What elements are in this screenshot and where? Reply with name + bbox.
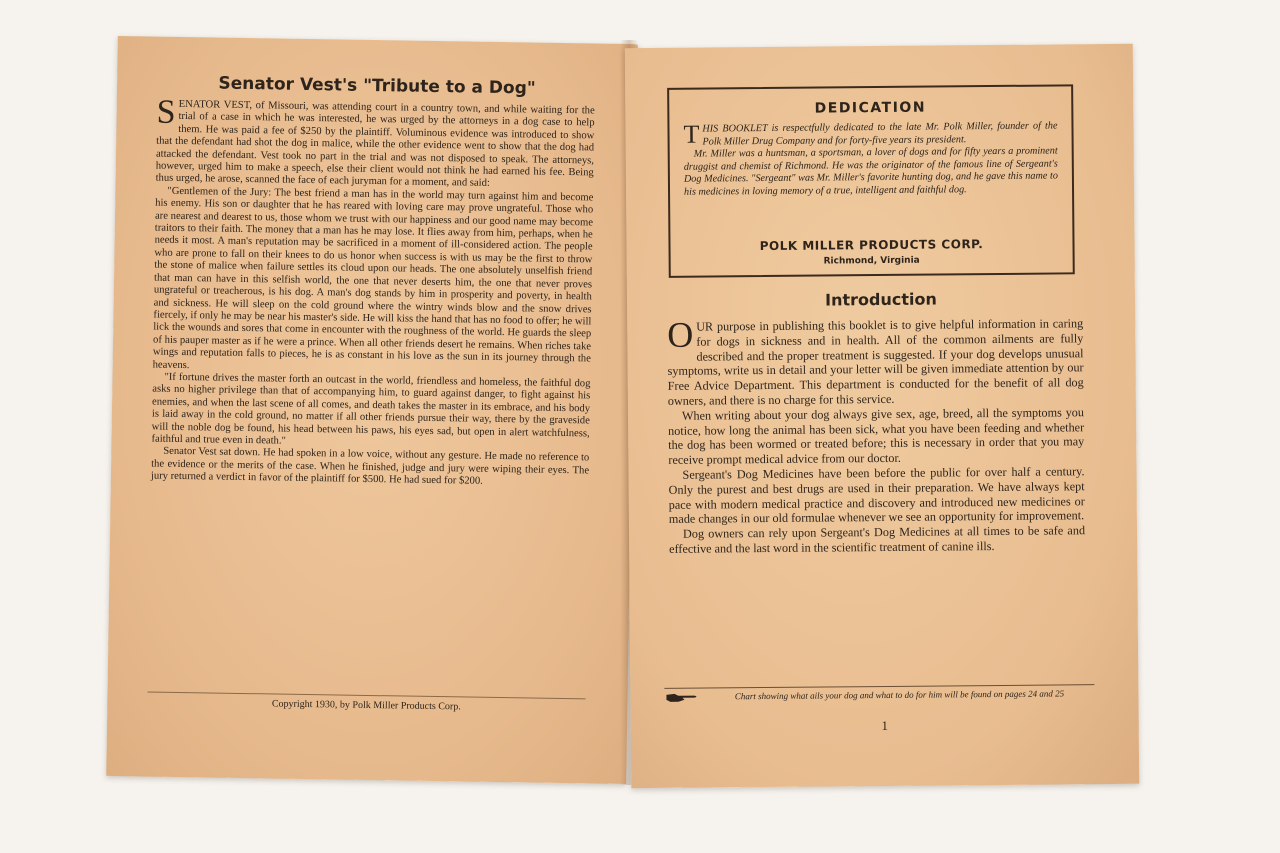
dedication-paragraph: Mr. Miller was a huntsman, a sportsman, a lover of dogs and for fifty years a prominent druggist and chemist of Richmond. He was the originator of the famous line of Sergeant's Dog Medicines. "Sergeant" was Mr. Miller's favorite hunting dog, and he gave this name to his medicines in loving memory of a true, intelligent and faithful dog. [683,145,1058,198]
dedication-text [683,120,1058,198]
paragraph-text: UR purpose in publishing this booklet is to give helpful information in caring for dogs in sickness and in health. All of the common ailments are fully described and the proper treatment is suggested. If your dog develops unusual symptoms, write us in detail and your letter will be given immediate attention by our Free Advice Department. This department is conducted for the benefit of all dog owners, and there is no charge for this service. [667,316,1084,408]
paragraph-text: ENATOR VEST, of Missouri, was attending court in a country town, and while waiting for the trial of a case in which he was interested, he was urged by the attorneys in a dog case to help them. He was paid a fee of $250 by the plaintiff. Voluminous evidence was introduced to show that the defendant had shot the dog in malice, while the other evidence went to show that the dog had attacked the defendant. Vest took no part in the trial and was not disposed to speak. The attorneys, however, urged him to make a speech, else their client would not think he had earned his fee. Being thus urged, he arose, scanned the face of each juryman for a moment, and said: [155,98,595,190]
introduction-text [667,316,1085,556]
dedication-company: POLK MILLER PRODUCTS CORP. [759,237,984,254]
dedication-box [667,84,1075,278]
chart-note [664,684,1094,702]
pointing-hand-icon [664,691,700,705]
tribute-title: Senator Vest's "Tribute to a Dog" [218,73,536,99]
dedication-title: DEDICATION [814,99,927,117]
dedication-city: Richmond, Virginia [823,255,920,267]
introduction-paragraph [667,316,1084,408]
drop-cap: T [683,119,700,149]
introduction-paragraph: Dog owners can rely upon Sergeant's Dog Medicines at all times to be safe and effective and the last word in the scientific treatment of canine ills. [669,523,1086,556]
tribute-text [150,93,595,490]
tribute-paragraph: Senator Vest sat down. He had spoken in a low voice, without any gesture. He made no reference to the evidence or the merits of the case. When he finished, judge and jury were wiping their eyes. The jury returned a verdict in favor of the plaintiff for $500. He had sued for $200. [150,446,590,487]
drop-cap: O [667,314,694,355]
tribute-paragraph [155,93,595,193]
introduction-paragraph: When writing about your dog always give sex, age, breed, all the symptoms you notice, how long the animal has been sick, what you have been feeding and whether the dog has been wormed or treated before; this is necessary in order that you may receive prompt medical advice from our doctor. [668,405,1085,468]
chart-note-text: Chart showing what ails your dog and what to do for him will be found on pages 24 and 25 [734,688,1065,702]
introduction-paragraph: Sergeant's Dog Medicines have been before the public for over half a century. Only the purest and best drugs are used in their preparation. We have always kept pace with modern medical practice and discovery and introduced new medicines or made changes in our old formulae whenever we see an opportunity for improvement. [668,464,1085,527]
left-page [106,36,638,784]
tribute-paragraph: "If fortune drives the master forth an outcast in the world, friendless and homeless, the faithful dog asks no higher privilege than that of accompanying him, to guard against danger, to fight against his enemies, and when the last scene of all comes, and death takes the master in its embrace, and his body is laid away in the cold ground, no matter if all other friends pursue their way, there by the graveside will the noble dog be found, his head between his paws, his eyes sad, but open in alert watchfulness, faithful and true even in death." [151,371,591,447]
dedication-paragraph [683,120,1057,148]
tribute-paragraph: "Gentlemen of the Jury: The best friend a man has in the world may turn against him and become his enemy. His son or daughter that he has reared with loving care may prove ungrateful. Those who are nearest and dearest to us, those whom we trust with our happiness and our good name may become traitors to their faith. The money that a man has he may lose. It flies away from him, perhaps, when he needs it most. A man's reputation may be sacrificed in a moment of ill-considered action. The people who are prone to fall on their knees to do us honor when success is with us may be the first to throw the stone of malice when failure settles its cloud upon our heads. The one absolutely unselfish friend that man can have in this selfish world, the one that never deserts him, the one that never proves ungrateful or treacherous, is his dog. A man's dog stands by him in prosperity and poverty, in health and sickness. He will sleep on the cold ground where the wintry winds blow and the snow drives fiercely, if only he may be near his master's side. He will kiss the hand that has no food to offer; he will lick the wounds and sores that come in encounter with the roughness of the world. He guards the sleep of his pauper master as if he were a prince. When all other friends desert he remains. When riches take wings and reputation falls to pieces, he is as constant in his love as the sun in its journey through the heavens. [152,185,594,371]
drop-cap: S [156,93,176,131]
copyright-line: Copyright 1930, by Polk Miller Products Corp. [147,692,585,715]
right-page [625,44,1139,788]
paragraph-text: HIS BOOKLET is respectfully dedicated to the late Mr. Polk Miller, founder of the Polk Miller Drug Company and for forty-five years its president. [702,120,1058,148]
introduction-title: Introduction [825,289,937,310]
page-number: 1 [881,717,889,734]
